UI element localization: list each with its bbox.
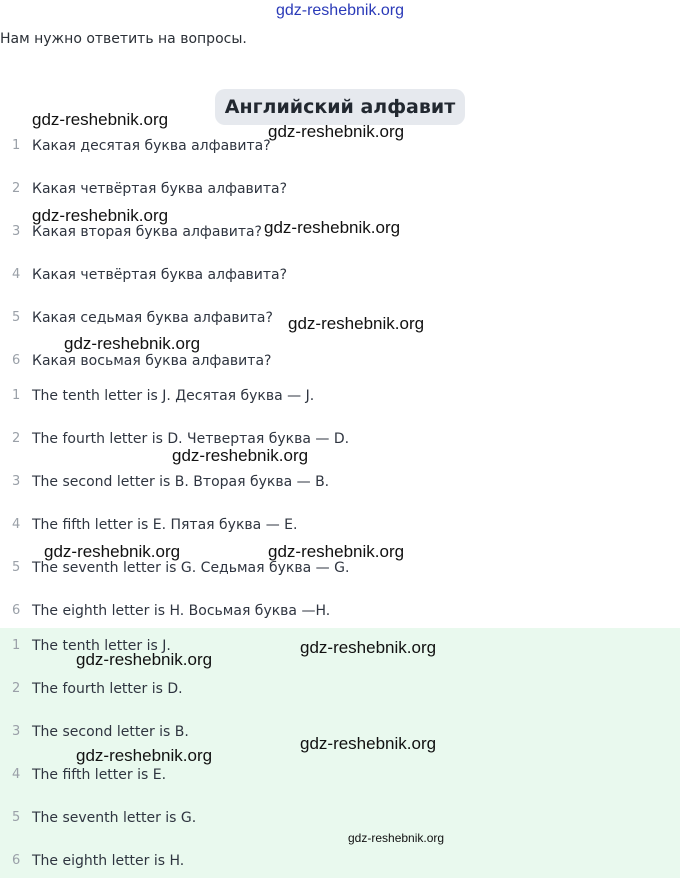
watermark-text: gdz-reshebnik.org (300, 734, 437, 753)
item-number: 5 (12, 310, 21, 325)
item-text: The tenth letter is J. (32, 638, 171, 654)
watermark-text: gdz-reshebnik.org (44, 542, 181, 561)
item-number: 2 (12, 181, 21, 196)
watermark-text: gdz-reshebnik.org (172, 446, 309, 465)
item-number: 2 (12, 431, 21, 446)
item-number: 1 (12, 388, 21, 403)
item-text: Какая десятая буква алфавита? (32, 138, 271, 154)
watermark-text: gdz-reshebnik.org (264, 218, 401, 237)
item-text: The second letter is B. (32, 724, 189, 740)
item-text: The tenth letter is J. Десятая буква — J. (32, 388, 315, 404)
item-number: 5 (12, 560, 21, 575)
item-number: 4 (12, 517, 21, 532)
item-text: The eighth letter is H. Восьмая буква —H. (32, 603, 331, 619)
item-text: The fifth letter is E. (32, 767, 167, 783)
watermark-text: gdz-reshebnik.org (32, 110, 169, 129)
item-text: Какая вторая буква алфавита? (32, 224, 262, 240)
item-number: 1 (12, 138, 21, 153)
item-text: The second letter is B. Вторая буква — B. (32, 474, 330, 490)
item-number: 3 (12, 724, 21, 739)
item-number: 3 (12, 474, 21, 489)
item-number: 6 (12, 853, 21, 868)
top-watermark: gdz-reshebnik.org (275, 2, 405, 19)
watermark-text: gdz-reshebnik.org (288, 314, 425, 333)
watermark-text: gdz-reshebnik.org (268, 122, 405, 141)
item-text: Какая четвёртая буква алфавита? (32, 267, 288, 283)
item-text: The seventh letter is G. Седьмая буква — G. (32, 560, 350, 576)
item-number: 4 (12, 767, 21, 782)
watermark-text: gdz-reshebnik.org (300, 638, 437, 657)
page-title: Английский алфавит (215, 89, 465, 125)
watermark-text: gdz-reshebnik.org (268, 542, 405, 561)
item-text: Какая седьмая буква алфавита? (32, 310, 273, 326)
watermark-text: gdz-reshebnik.org (76, 650, 213, 669)
watermark-text: gdz-reshebnik.org (76, 746, 213, 765)
item-text: Какая четвёртая буква алфавита? (32, 181, 288, 197)
item-text: The seventh letter is G. (32, 810, 197, 826)
item-number: 6 (12, 353, 21, 368)
item-text: Какая восьмая буква алфавита? (32, 353, 272, 369)
item-text: The fourth letter is D. Четвертая буква — D. (32, 431, 350, 447)
item-number: 5 (12, 810, 21, 825)
item-text: The eighth letter is H. (32, 853, 185, 869)
item-number: 2 (12, 681, 21, 696)
item-number: 6 (12, 603, 21, 618)
item-number: 3 (12, 224, 21, 239)
intro-text: Нам нужно ответить на вопросы. (0, 31, 247, 47)
item-number: 1 (12, 638, 21, 653)
watermark-text: gdz-reshebnik.org (348, 831, 445, 845)
item-text: The fifth letter is E. Пятая буква — E. (32, 517, 298, 533)
item-number: 4 (12, 267, 21, 282)
watermark-text: gdz-reshebnik.org (32, 206, 169, 225)
watermark-text: gdz-reshebnik.org (64, 334, 201, 353)
item-text: The fourth letter is D. (32, 681, 183, 697)
